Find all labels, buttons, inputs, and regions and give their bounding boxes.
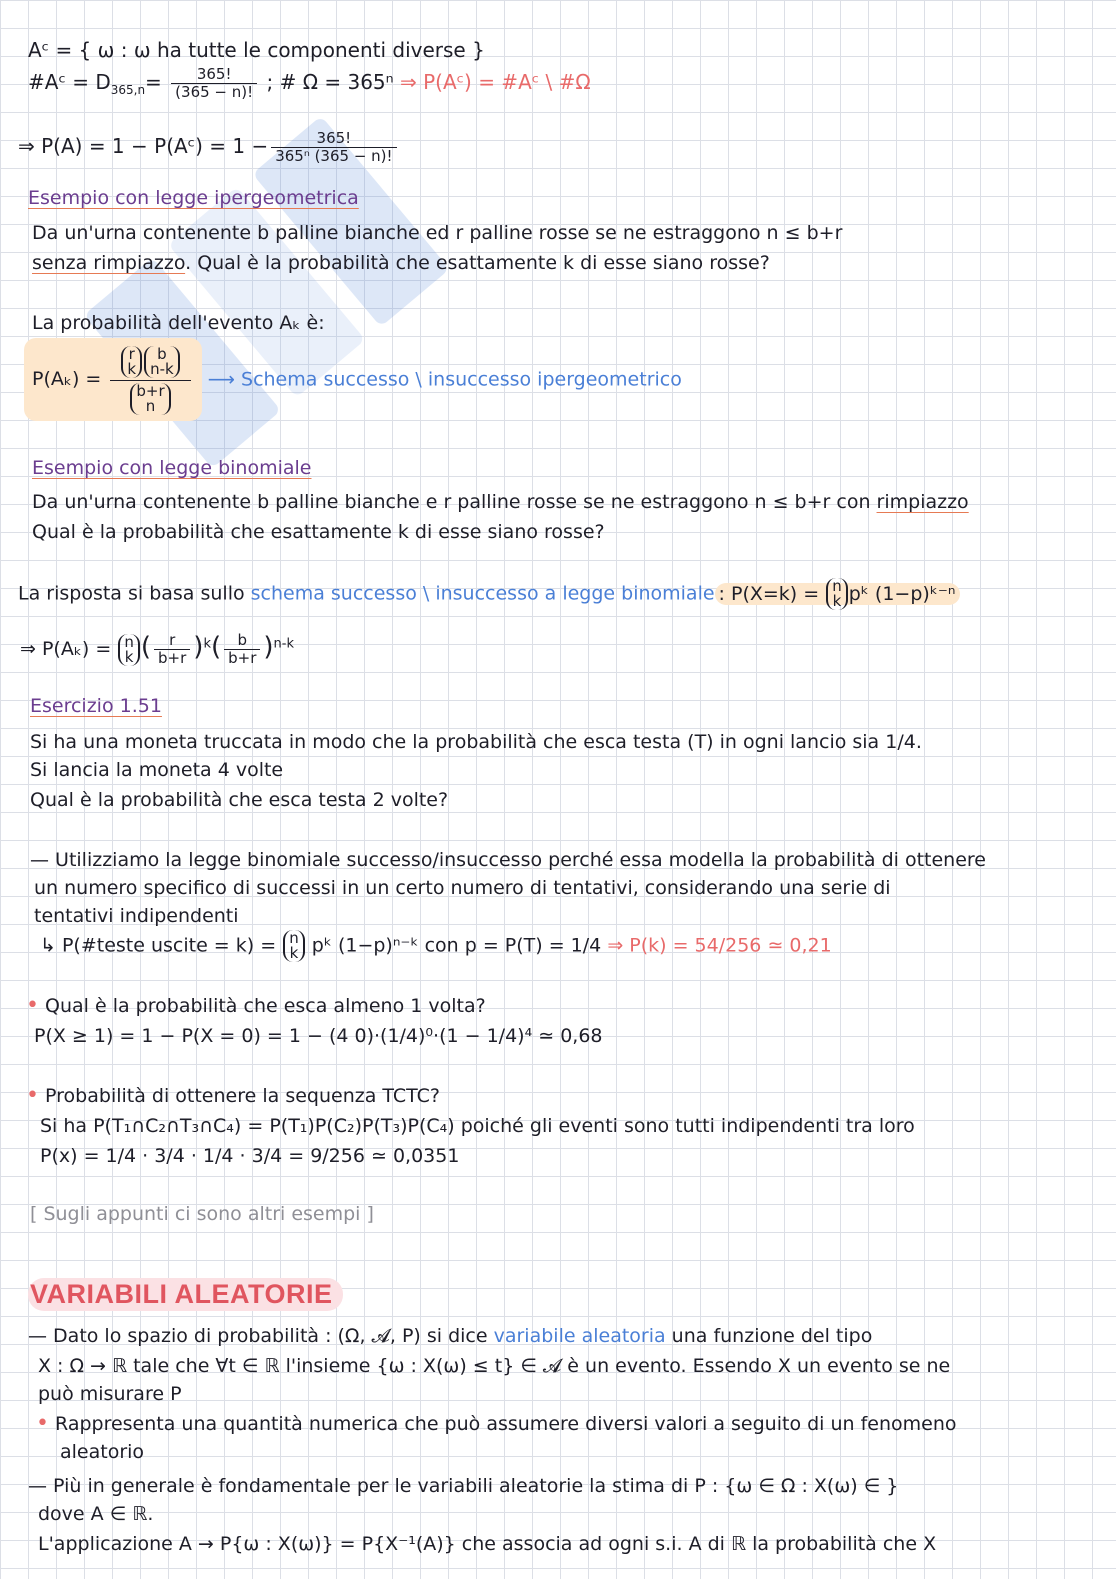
ex2-l3c: : P(X=k) = <box>718 582 826 605</box>
ex3-line2: Si lancia la moneta 4 volte <box>30 759 284 781</box>
ex1-formula <box>24 338 682 420</box>
binom-bot: k <box>127 360 137 378</box>
va-l4: Rappresenta una quantità numerica che può assumere diversi valori a seguito di un fenomeno <box>55 1413 957 1435</box>
va-line2: X : Ω → ℝ tale che ∀t ∈ ℝ l'insieme {ω : X(ω) ≤ t} ∈ 𝓐 è un evento. Essendo X un evento se ne <box>38 1355 951 1377</box>
ex1-line2 <box>32 251 770 275</box>
ex3-line6: tentativi indipendenti <box>34 905 239 927</box>
ex2-l4a: ⇒ P(Aₖ) = <box>20 638 112 660</box>
va-line1 <box>28 1324 872 1348</box>
va-l1c: una funzione del tipo <box>665 1325 873 1347</box>
bullet-dot: • <box>26 1083 39 1108</box>
binom-br-n <box>130 383 170 415</box>
va-line8: L'applicazione A → P{ω : X(ω)} = P{X⁻¹(A)} che associa ad ogni s.i. A di ℝ la probabilità che X <box>38 1533 937 1555</box>
binom-n-k-2: n k <box>118 634 140 666</box>
ex2-line4: ⇒ P(Aₖ) = n k ( $\frac{r}{b+r}$ )$^k$( $\frac{b}{b+r}$ )$^{n-k}$ <box>20 631 295 667</box>
fraction-365 <box>171 66 257 101</box>
ex3-line10 <box>26 1084 440 1108</box>
va-line7: dove A ∈ ℝ. <box>38 1503 154 1525</box>
binom-r-k <box>121 346 142 378</box>
ex3-line12: P(x) = 1/4 · 3/4 · 1/4 · 3/4 = 9/256 ≃ 0,0351 <box>40 1145 460 1167</box>
binom-top: b <box>157 345 167 363</box>
va-l1a: — Dato lo spazio di probabilità : (Ω, 𝓐, P) si dice <box>28 1325 494 1347</box>
section-title: VARIABILI ALEATORIE <box>28 1278 343 1311</box>
binom-b-nk <box>144 346 180 378</box>
ex2-schema: schema successo \ insuccesso a legge binomiale <box>250 582 715 605</box>
example-hypergeometric-title: Esempio con legge ipergeometrica <box>28 187 359 209</box>
va-line5: aleatorio <box>60 1441 145 1463</box>
ex1-line1: Da un'urna contenente b palline bianche ed r palline rosse se ne estraggono n ≤ b+r <box>32 222 843 244</box>
binom-bot: n <box>145 397 156 415</box>
ex2-line3 <box>18 578 960 610</box>
ex3-line3: Qual è la probabilità che esca testa 2 volte? <box>30 789 449 811</box>
ex1-schema-label: ⟶ Schema successo \ insuccesso ipergeometrico <box>207 368 682 391</box>
l2d: ; # Ω = 365ⁿ <box>260 70 394 94</box>
ex3-l10: Probabilità di ottenere la sequenza TCTC? <box>45 1085 440 1107</box>
va-line6: — Più in generale è fondamentale per le variabili aleatorie la stima di P : {ω ∈ Ω : X(ω) ∈ } <box>28 1475 899 1497</box>
l2e: ⇒ P(Aᶜ) = #Aᶜ \ #Ω <box>399 70 591 94</box>
fraction-prob <box>271 130 396 165</box>
ex3-result: ⇒ P(k) = 54/256 ≃ 0,21 <box>607 934 832 957</box>
ex1-line3: La probabilità dell'evento Aₖ è: <box>32 312 325 334</box>
binom-n-k: n k <box>826 578 848 610</box>
complement-definition: Aᶜ = { ω : ω ha tutte le componenti diverse } <box>28 38 485 62</box>
ex3-line11: Si ha P(T₁∩C₂∩T₃∩C₄) = P(T₁)P(C₂)P(T₃)P(C₄) poiché gli eventi sono tutti indipendenti tra loro <box>40 1115 915 1137</box>
exp-k: k <box>203 636 211 652</box>
ex2-line2: Qual è la probabilità che esattamente k di esse siano rosse? <box>32 521 605 543</box>
bullet-dot: • <box>36 1411 49 1436</box>
ex3-line4: — Utilizziamo la legge binomiale successo/insuccesso perché essa modella la probabilità di ottenere <box>30 849 986 871</box>
ex2-l3d: pᵏ (1−p)ᵏ⁻ⁿ <box>848 582 956 605</box>
ex2-l3a: La risposta si basa sullo <box>18 582 251 605</box>
ex3-l8: Qual è la probabilità che esca almeno 1 volta? <box>45 995 486 1017</box>
binom-n-k-3: n k <box>283 930 305 962</box>
ex1-denominator <box>110 381 190 415</box>
ex3-line5: un numero specifico di successi in un certo numero di tentativi, considerando una serie di <box>34 877 891 899</box>
binom-bot: n-k <box>150 360 174 378</box>
binom-top: b+r <box>136 382 165 400</box>
ex1-formula-highlight <box>24 338 202 421</box>
ex3-line9: P(X ≥ 1) = 1 − P(X = 0) = 1 − (4 0)·(1/4)⁰·(1 − 1/4)⁴ ≃ 0,68 <box>34 1025 603 1047</box>
ex3-l7b: pᵏ (1−p)ⁿ⁻ᵏ con p = P(T) = 1/4 <box>311 934 602 957</box>
note-more-examples: [ Sugli appunti ci sono altri esempi ] <box>30 1203 374 1225</box>
frac-num: 365! <box>171 66 257 84</box>
l2a: #Aᶜ = D <box>28 70 111 94</box>
va-line3: può misurare P <box>38 1383 182 1405</box>
ex2-line1 <box>32 490 969 514</box>
frac-den: 365ⁿ (365 − n)! <box>275 147 393 165</box>
ex3-line8 <box>26 994 486 1018</box>
l3a: ⇒ P(A) = 1 − P(Aᶜ) = 1 − <box>18 134 269 158</box>
complement-cardinality <box>28 66 591 102</box>
ex2-replacement: rimpiazzo <box>876 491 969 513</box>
frac-r-br: $\frac{r}{b+r}$ <box>154 632 190 667</box>
va-line4 <box>36 1412 957 1436</box>
frac-den: (365 − n)! <box>175 83 254 101</box>
ex2-l1a: Da un'urna contenente b palline bianche e r palline rosse se ne estraggono n ≤ b+r con <box>32 491 877 513</box>
ex1-no-replacement: senza rimpiazzo <box>32 252 186 274</box>
exp-nk: n-k <box>273 636 295 652</box>
ex2-formula <box>715 577 960 610</box>
ex1-question: . Qual è la probabilità che esattamente k di esse siano rosse? <box>185 252 770 274</box>
ex1-lhs: P(Aₖ) = <box>32 368 102 390</box>
frac-num: 365! <box>271 130 396 148</box>
exercise-151-title: Esercizio 1.51 <box>30 695 162 717</box>
binom-top: r <box>128 345 135 363</box>
va-term: variabile aleatoria <box>493 1325 666 1347</box>
ex1-fraction <box>110 344 190 415</box>
ex3-l7a: ↳ P(#teste uscite = k) = <box>40 934 277 957</box>
frac-b-br: $\frac{b}{b+r}$ <box>224 632 260 667</box>
ex3-line7 <box>40 930 832 962</box>
example-binomial-title: Esempio con legge binomiale <box>32 457 312 479</box>
ex3-line1: Si ha una moneta truccata in modo che la probabilità che esca testa (T) in ogni lancio sia 1/4. <box>30 731 922 753</box>
probability-a <box>18 130 400 165</box>
l2b: 365,n <box>110 83 146 97</box>
ex1-numerator <box>110 344 190 381</box>
bullet-dot: • <box>26 993 39 1018</box>
l2c: = <box>145 70 169 94</box>
